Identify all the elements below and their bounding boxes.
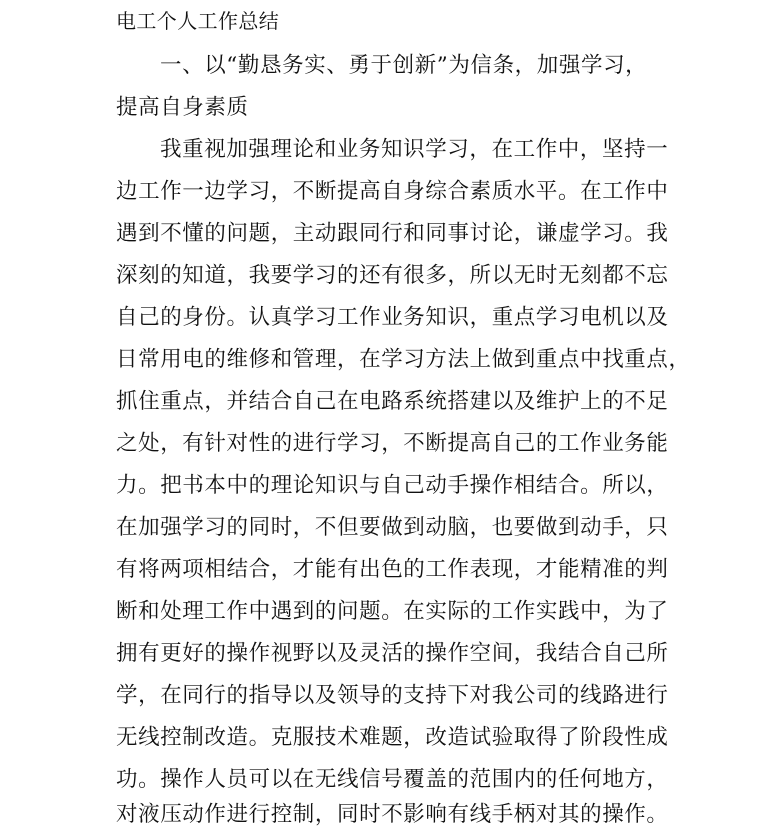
document-title: 电工个人工作总结 bbox=[116, 9, 280, 33]
paragraph-line: 断和处理工作中遇到的问题。在实际的工作实践中，为了 bbox=[116, 599, 669, 624]
paragraph-line: 在加强学习的同时，不但要做到动脑，也要做到动手，只 bbox=[116, 515, 669, 540]
paragraph-line: 深刻的知道，我要学习的还有很多，所以无时无刻都不忘 bbox=[116, 263, 669, 288]
paragraph-line: 抓住重点，并结合自己在电路系统搭建以及维护上的不足 bbox=[116, 389, 669, 414]
section-heading-line-2: 提高自身素质 bbox=[116, 95, 249, 120]
paragraph-line: 功。操作人员可以在无线信号覆盖的范围内的任何地方， bbox=[116, 767, 669, 792]
paragraph-line: 力。把书本中的理论知识与自己动手操作相结合。所以， bbox=[116, 473, 669, 498]
section-heading-line-1: 一、以“勤恳务实、勇于创新”为信条，加强学习， bbox=[160, 53, 648, 78]
paragraph-line: 自己的身份。认真学习工作业务知识，重点学习电机以及 bbox=[116, 305, 669, 330]
paragraph-line: 对液压动作进行控制，同时不影响有线手柄对其的操作。 bbox=[116, 802, 669, 827]
paragraph-line: 学，在同行的指导以及领导的支持下对我公司的线路进行 bbox=[116, 683, 669, 708]
paragraph-line: 我重视加强理论和业务知识学习，在工作中，坚持一 bbox=[160, 137, 669, 162]
paragraph-line: 日常用电的维修和管理，在学习方法上做到重点中找重点， bbox=[116, 347, 691, 372]
paragraph-line: 遇到不懂的问题，主动跟同行和同事讨论，谦虚学习。我 bbox=[116, 221, 669, 246]
paragraph-line: 有将两项相结合，才能有出色的工作表现，才能精准的判 bbox=[116, 557, 669, 582]
paragraph-line: 边工作一边学习，不断提高自身综合素质水平。在工作中 bbox=[116, 179, 669, 204]
paragraph-line: 拥有更好的操作视野以及灵活的操作空间，我结合自己所 bbox=[116, 641, 669, 666]
paragraph-line: 无线控制改造。克服技术难题，改造试验取得了阶段性成 bbox=[116, 725, 669, 750]
paragraph-line: 之处，有针对性的进行学习，不断提高自己的工作业务能 bbox=[116, 431, 669, 456]
